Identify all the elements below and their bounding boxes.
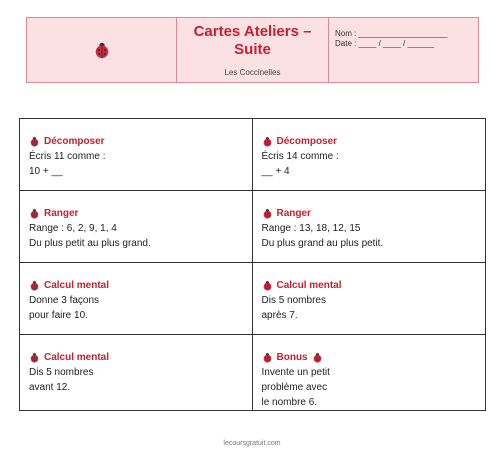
page-subtitle: Les Coccinelles	[224, 68, 281, 77]
card-title-text: Calcul mental	[44, 352, 110, 363]
card	[20, 119, 253, 191]
card-line: Range : 13, 18, 12, 15	[261, 223, 361, 234]
card-title-text: Calcul mental	[276, 280, 342, 291]
date-field: Date : ____ / ____ / ______	[335, 39, 435, 48]
card-line: le nombre 6.	[261, 397, 318, 408]
ladybug-icon	[93, 41, 111, 59]
ladybug-icon	[262, 280, 273, 291]
card	[20, 263, 253, 335]
ladybug-icon	[262, 208, 273, 219]
card-title-text: Ranger	[44, 208, 79, 219]
card-line: Du plus grand au plus petit.	[261, 238, 384, 249]
page-title-line-1: Cartes Ateliers –	[193, 23, 312, 40]
card-title	[29, 134, 252, 149]
card-line: Donne 3 façons	[29, 295, 100, 306]
footer-source: lecoursgratuit.com	[223, 440, 281, 447]
card-title	[262, 134, 486, 149]
card-line: 10 + __	[29, 166, 63, 177]
cards-grid	[19, 118, 486, 411]
ladybug-icon	[262, 352, 273, 363]
card-line: après 7.	[261, 310, 298, 321]
ladybug-icon	[29, 280, 40, 291]
card	[253, 119, 486, 191]
ladybug-icon	[29, 136, 40, 147]
card-title	[29, 350, 252, 365]
card-line: Écris 11 comme :	[29, 151, 106, 162]
card-line: Dis 5 nombres	[261, 295, 326, 306]
card-title-text: Décomposer	[276, 136, 338, 147]
card-title-text: Décomposer	[44, 136, 105, 147]
card-title	[29, 206, 252, 221]
card	[20, 335, 253, 410]
card-line: Du plus petit au plus grand.	[29, 238, 151, 249]
ladybug-icon	[29, 352, 40, 363]
header-meta-cell	[329, 18, 478, 82]
card-title	[262, 350, 486, 365]
card-line: avant 12.	[29, 382, 71, 393]
card-title	[262, 278, 486, 293]
card-line: Dis 5 nombres	[29, 367, 94, 378]
name-field: Nom : ____________________	[335, 29, 448, 38]
card-line: problème avec	[261, 382, 328, 393]
card-title-text: Bonus	[276, 352, 308, 363]
page-title-line-2: Suite	[234, 41, 271, 58]
card-line: pour faire 10.	[29, 310, 88, 321]
card-title	[29, 278, 252, 293]
card	[253, 263, 486, 335]
card-line: Écris 14 comme :	[261, 151, 339, 162]
header-logo-cell	[27, 18, 177, 82]
card	[253, 191, 486, 263]
ladybug-icon	[312, 352, 323, 363]
card-title-text: Calcul mental	[44, 280, 110, 291]
card	[20, 191, 253, 263]
card-line: Invente un petit	[261, 367, 330, 378]
card-title-text: Ranger	[276, 208, 311, 219]
ladybug-icon	[29, 208, 40, 219]
card	[253, 335, 486, 410]
header-title-cell	[177, 18, 329, 82]
card-line: __ + 4	[261, 166, 290, 177]
card-title	[262, 206, 486, 221]
ladybug-icon	[262, 136, 273, 147]
card-line: Range : 6, 2, 9, 1, 4	[29, 223, 117, 234]
worksheet-header	[26, 17, 479, 83]
